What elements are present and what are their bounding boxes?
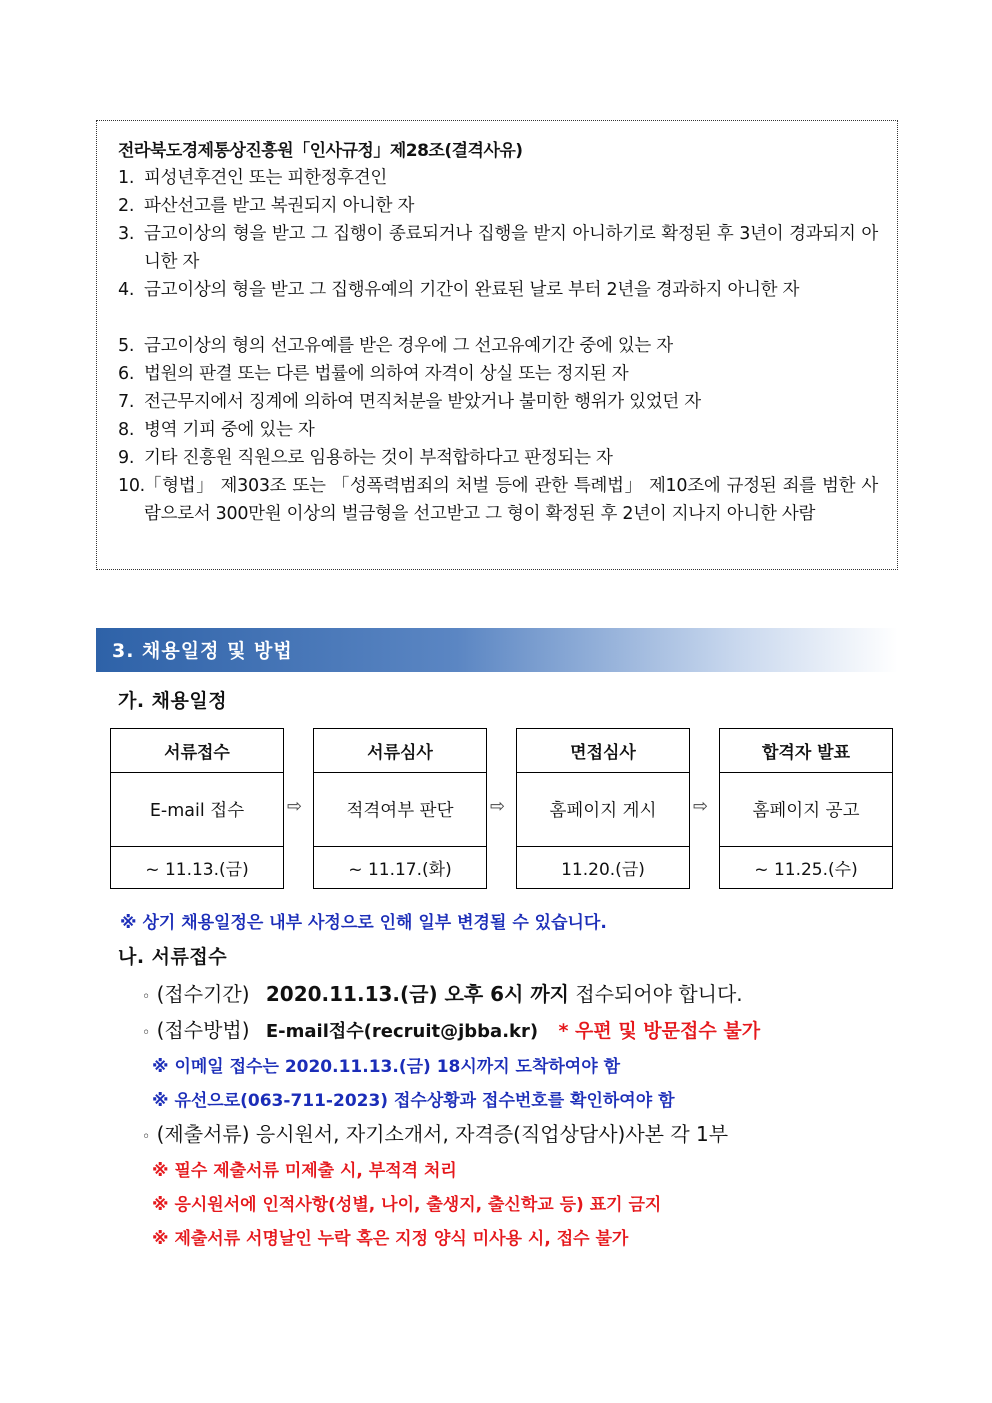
method-line xyxy=(142,1014,760,1043)
step-date: ~ 11.13.(금) xyxy=(145,859,249,880)
step-detail: 홈페이지 게시 xyxy=(517,773,689,847)
step-date: ~ 11.25.(수) xyxy=(754,859,858,880)
regulation-item: 8. 병역 기피 중에 있는 자 xyxy=(118,420,315,440)
arrow-right-icon: ⇨ xyxy=(693,796,709,817)
schedule-step xyxy=(313,728,487,889)
bullet-icon: ◦ xyxy=(142,989,151,1005)
regulation-item: 4. 금고이상의 형을 받고 그 집행유예의 기간이 완료된 날로 부터 2년을 경과하지 아니한 자 xyxy=(118,280,800,300)
period-line xyxy=(142,978,743,1007)
schedule-step xyxy=(110,728,284,889)
bullet-icon: ◦ xyxy=(142,1025,151,1041)
step-date: 11.20.(금) xyxy=(561,859,645,880)
schedule-note: ※ 상기 채용일정은 내부 사정으로 인해 일부 변경될 수 있습니다. xyxy=(120,913,607,933)
step-detail: 홈페이지 공고 xyxy=(720,773,892,847)
method-value: E-mail접수(recruit@jbba.kr) xyxy=(265,1021,539,1042)
method-label: (접수방법) xyxy=(156,1018,250,1042)
bullet-icon: ◦ xyxy=(142,1129,151,1145)
schedule-heading: 가. 채용일정 xyxy=(118,690,228,712)
step-name: 합격자 발표 xyxy=(720,729,892,773)
step-name: 서류심사 xyxy=(314,729,486,773)
method-warning: * 우편 및 방문접수 불가 xyxy=(558,1020,761,1042)
section-title: 3. 채용일정 및 방법 xyxy=(112,640,293,662)
application-heading: 나. 서류접수 xyxy=(118,946,228,968)
regulation-item: 6. 법원의 판결 또는 다른 법률에 의하여 자격이 상실 또는 정지된 자 xyxy=(118,364,629,384)
method-note: ※ 유선으로(063-711-2023) 접수상황과 접수번호를 확인하여야 함 xyxy=(152,1091,675,1111)
schedule-step xyxy=(719,728,893,889)
period-suffix: 접수되어야 합니다. xyxy=(575,982,743,1006)
docs-note: ※ 응시원서에 인적사항(성별, 나이, 출생지, 출신학교 등) 표기 금지 xyxy=(152,1195,662,1215)
docs-note: ※ 제출서류 서명날인 누락 혹은 지정 양식 미사용 시, 접수 불가 xyxy=(152,1229,629,1249)
schedule-step xyxy=(516,728,690,889)
arrow-right-icon: ⇨ xyxy=(490,796,506,817)
docs-line xyxy=(142,1118,728,1147)
step-name: 서류접수 xyxy=(111,729,283,773)
period-value: 2020.11.13.(금) 오후 6시 까지 xyxy=(265,982,570,1006)
arrow-right-icon: ⇨ xyxy=(287,796,303,817)
regulation-title: 전라북도경제통상진흥원「인사규정」제28조(결격사유) xyxy=(118,141,523,161)
step-detail: E-mail 접수 xyxy=(111,773,283,847)
regulation-item: 1. 피성년후견인 또는 피한정후견인 xyxy=(118,168,387,188)
docs-note: ※ 필수 제출서류 미제출 시, 부적격 처리 xyxy=(152,1161,457,1181)
regulation-item: 5. 금고이상의 형의 선고유예를 받은 경우에 그 선고유예기간 중에 있는 자 xyxy=(118,336,673,356)
step-date: ~ 11.17.(화) xyxy=(348,859,452,880)
period-label: (접수기간) xyxy=(156,982,250,1006)
regulation-item: 7. 전근무지에서 징계에 의하여 면직처분을 받았거나 불미한 행위가 있었던 자 xyxy=(118,392,701,412)
step-detail: 적격여부 판단 xyxy=(314,773,486,847)
regulation-item: 3. 금고이상의 형을 받고 그 집행이 종료되거나 집행을 받지 아니하기로 확정된 후 3년이 경과되지 아니한 자 xyxy=(118,224,878,272)
docs-value: 응시원서, 자기소개서, 자격증(직업상담사)사본 각 1부 xyxy=(255,1122,729,1146)
step-name: 면접심사 xyxy=(517,729,689,773)
regulation-item: 2. 파산선고를 받고 복권되지 아니한 자 xyxy=(118,196,415,216)
regulation-item: 10. 「형법」 제303조 또는 「성폭력범죄의 처벌 등에 관한 특례법」 제10조에 규정된 죄를 범한 사람으로서 300만원 이상의 벌금형을 선고받고 그 형이 확정된 후 2년이 지나지 아니한 사람 xyxy=(118,476,878,524)
docs-label: (제출서류) xyxy=(156,1122,250,1146)
regulation-item: 9. 기타 진흥원 직원으로 임용하는 것이 부적합하다고 판정되는 자 xyxy=(118,448,613,468)
method-note: ※ 이메일 접수는 2020.11.13.(금) 18시까지 도착하여야 함 xyxy=(152,1057,620,1077)
